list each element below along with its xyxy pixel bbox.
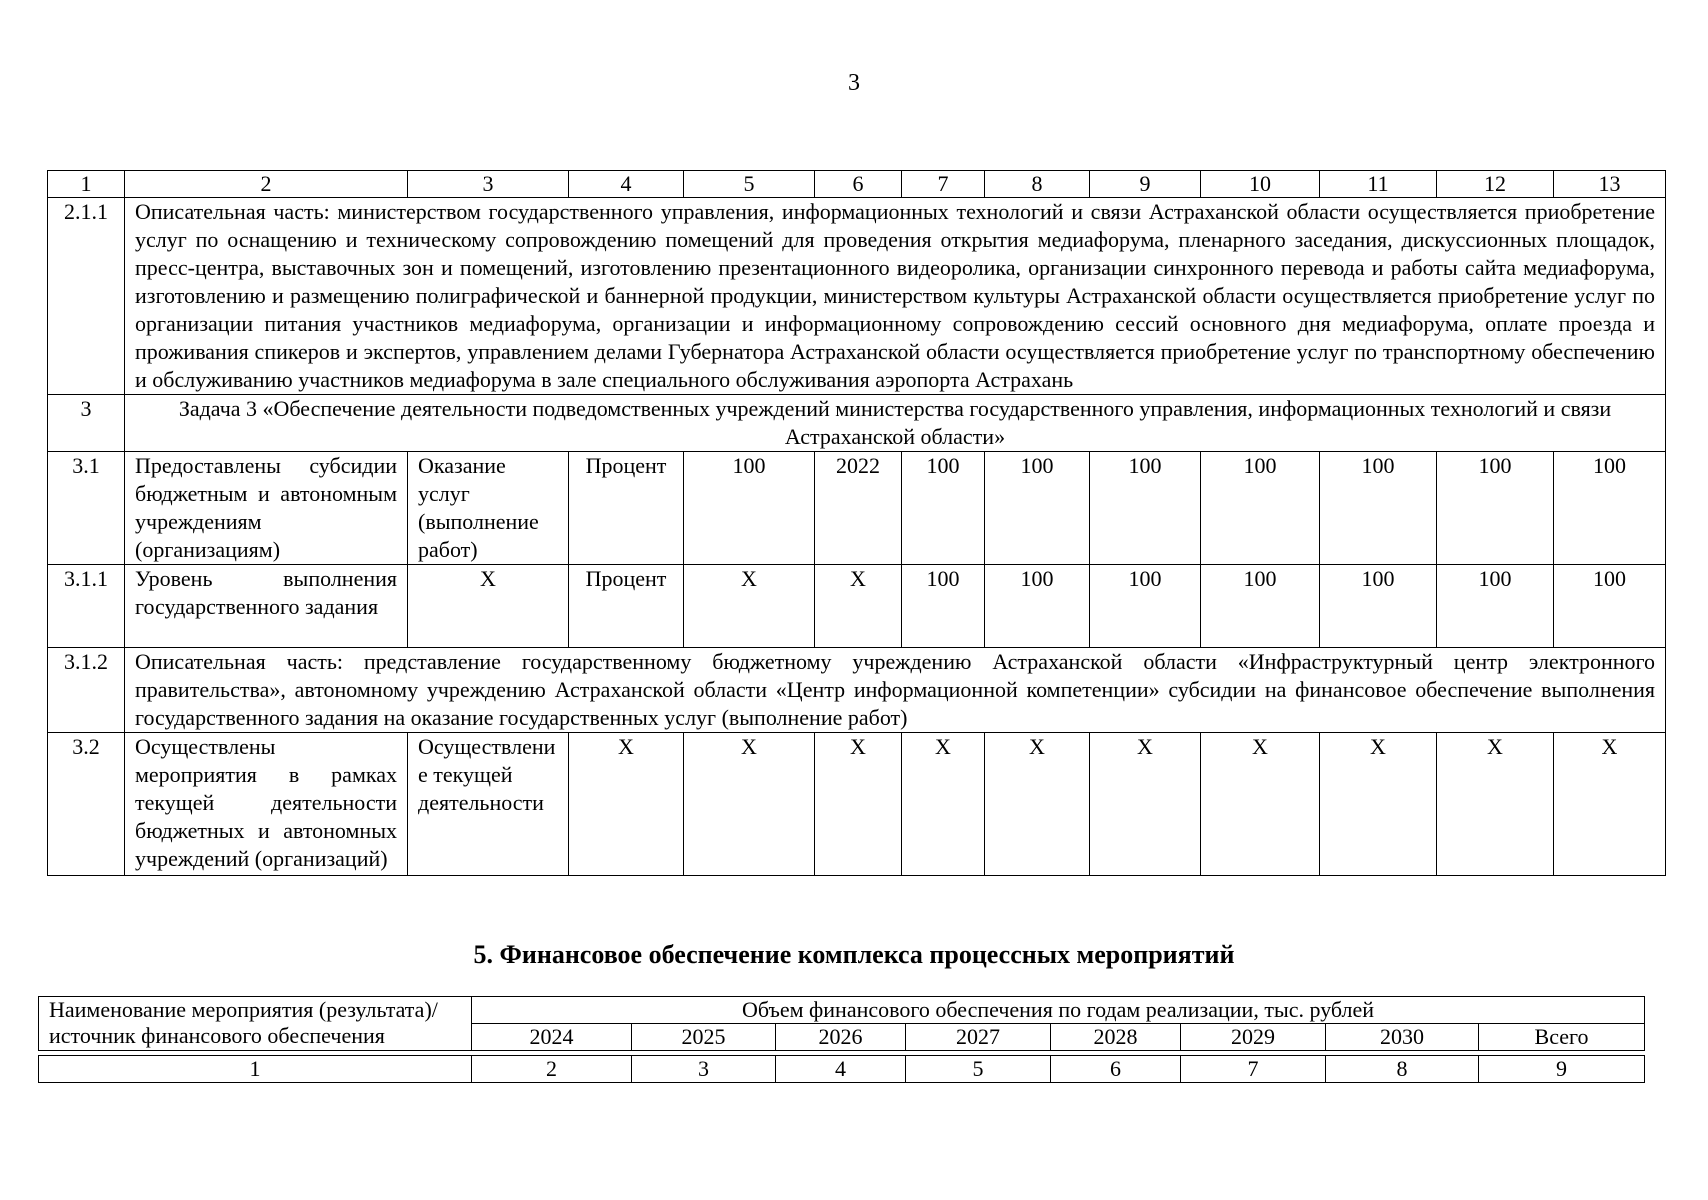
header-cell: 8	[985, 171, 1090, 198]
year-cell: 2024	[472, 1024, 632, 1051]
value-cell: Х	[1201, 733, 1320, 876]
year-cell: 2025	[632, 1024, 776, 1051]
row-number: 3.2	[48, 733, 125, 876]
unit-cell: Х	[569, 733, 684, 876]
header-cell: 13	[1554, 171, 1666, 198]
index-cell: 6	[1051, 1056, 1181, 1083]
value-cell: 100	[1090, 452, 1201, 565]
index-cell: 4	[776, 1056, 906, 1083]
value-cell: 100	[1554, 565, 1666, 648]
header-cell: 1	[48, 171, 125, 198]
value-cell: 100	[1437, 565, 1554, 648]
index-cell: 3	[632, 1056, 776, 1083]
indicators-table	[47, 170, 1666, 876]
value-cell: 2022	[815, 452, 902, 565]
result-type-cell: Осуществление текущей деятельности	[408, 733, 569, 876]
table-row	[48, 198, 1666, 395]
value-cell: Х	[902, 733, 985, 876]
index-cell: 2	[472, 1056, 632, 1083]
unit-cell: Процент	[569, 452, 684, 565]
financing-table	[38, 996, 1645, 1083]
description-cell: Описательная часть: представление государственному бюджетному учреждению Астраханской области «Инфраструктурный центр электронного правительства», автономному учреждению Астраханской области «Центр информационной компетенции» субсидии на финансовое обеспечение выполнения государственного задания на оказание государственных услуг (выполнение работ)	[125, 648, 1666, 733]
index-cell: 8	[1326, 1056, 1479, 1083]
page-number: 3	[848, 70, 860, 96]
header-cell: 6	[815, 171, 902, 198]
unit-cell: Процент	[569, 565, 684, 648]
table-row	[48, 733, 1666, 876]
year-cell: 2027	[906, 1024, 1051, 1051]
value-cell: 100	[1201, 452, 1320, 565]
value-cell: Х	[815, 733, 902, 876]
value-cell: 100	[902, 452, 985, 565]
header-cell: 5	[684, 171, 815, 198]
value-cell: Х	[1554, 733, 1666, 876]
value-cell: Х	[1090, 733, 1201, 876]
header-cell: 12	[1437, 171, 1554, 198]
year-cell: 2026	[776, 1024, 906, 1051]
result-name-cell: Уровень выполнения государственного задания	[125, 565, 408, 648]
index-cell: 9	[1479, 1056, 1645, 1083]
table-header-row	[48, 171, 1666, 198]
value-cell: 100	[902, 565, 985, 648]
table-row	[48, 395, 1666, 452]
value-cell: 100	[1201, 565, 1320, 648]
row-number: 3.1.2	[48, 648, 125, 733]
value-cell: 100	[1090, 565, 1201, 648]
description-cell: Описательная часть: министерством государственного управления, информационных технологий и связи Астраханской области осуществляется приобретение услуг по оснащению и техническому сопровождению помещений для проведения открытия медиафорума, пленарного заседания, дискуссионных площадок, пресс-центра, выставочных зон и помещений, изготовлению презентационного видеоролика, организации синхронного перевода и работы сайта медиафорума, изготовлению и размещению полиграфической и баннерной продукции, министерством культуры Астраханской области осуществляется приобретение услуг по организации питания участников медиафорума, организации и информационному сопровождению сессий основного дня медиафорума, оплате проезда и проживания спикеров и экспертов, управлением делами Губернатора Астраханской области осуществляется приобретение услуг по транспортному обеспечению и обслуживанию участников медиафорума в зале специального обслуживания аэропорта Астрахань	[125, 198, 1666, 395]
table-header-row	[39, 997, 1645, 1024]
name-header-cell: Наименование мероприятия (результата)/источник финансового обеспечения	[39, 997, 472, 1051]
header-cell: 7	[902, 171, 985, 198]
value-cell: 100	[985, 565, 1090, 648]
value-cell: Х	[1320, 733, 1437, 876]
value-cell: 100	[1320, 565, 1437, 648]
table-row	[48, 565, 1666, 648]
section-title: 5. Финансовое обеспечение комплекса процессных мероприятий	[473, 940, 1235, 969]
header-cell: 3	[408, 171, 569, 198]
table-row	[48, 648, 1666, 733]
row-number: 3.1.1	[48, 565, 125, 648]
row-number: 2.1.1	[48, 198, 125, 395]
row-number: 3	[48, 395, 125, 452]
header-cell: 2	[125, 171, 408, 198]
value-cell: Х	[985, 733, 1090, 876]
value-cell: Х	[684, 733, 815, 876]
result-name-cell: Предоставлены субсидии бюджетным и автономным учреждениям (организациям)	[125, 452, 408, 565]
value-cell: Х	[815, 565, 902, 648]
index-row	[39, 1056, 1645, 1083]
index-cell: 7	[1181, 1056, 1326, 1083]
header-cell: 9	[1090, 171, 1201, 198]
result-type-cell: Х	[408, 565, 569, 648]
year-cell: 2030	[1326, 1024, 1479, 1051]
header-cell: 4	[569, 171, 684, 198]
task-title-cell: Задача 3 «Обеспечение деятельности подведомственных учреждений министерства государственного управления, информационных технологий и связи Астраханской области»	[125, 395, 1666, 452]
value-cell: 100	[1320, 452, 1437, 565]
year-cell: 2029	[1181, 1024, 1326, 1051]
index-cell: 1	[39, 1056, 472, 1083]
table-row	[48, 452, 1666, 565]
result-type-cell: Оказание услуг (выполнение работ)	[408, 452, 569, 565]
row-number: 3.1	[48, 452, 125, 565]
index-cell: 5	[906, 1056, 1051, 1083]
header-cell: 11	[1320, 171, 1437, 198]
value-cell: 100	[1437, 452, 1554, 565]
value-cell: 100	[684, 452, 815, 565]
value-cell: Х	[1437, 733, 1554, 876]
volume-header-cell: Объем финансового обеспечения по годам реализации, тыс. рублей	[472, 997, 1645, 1024]
value-cell: 100	[1554, 452, 1666, 565]
value-cell: Х	[684, 565, 815, 648]
total-cell: Всего	[1479, 1024, 1645, 1051]
result-name-cell: Осуществлены мероприятия в рамках текущей деятельности бюджетных и автономных учреждений (организаций)	[125, 733, 408, 876]
year-cell: 2028	[1051, 1024, 1181, 1051]
header-cell: 10	[1201, 171, 1320, 198]
value-cell: 100	[985, 452, 1090, 565]
